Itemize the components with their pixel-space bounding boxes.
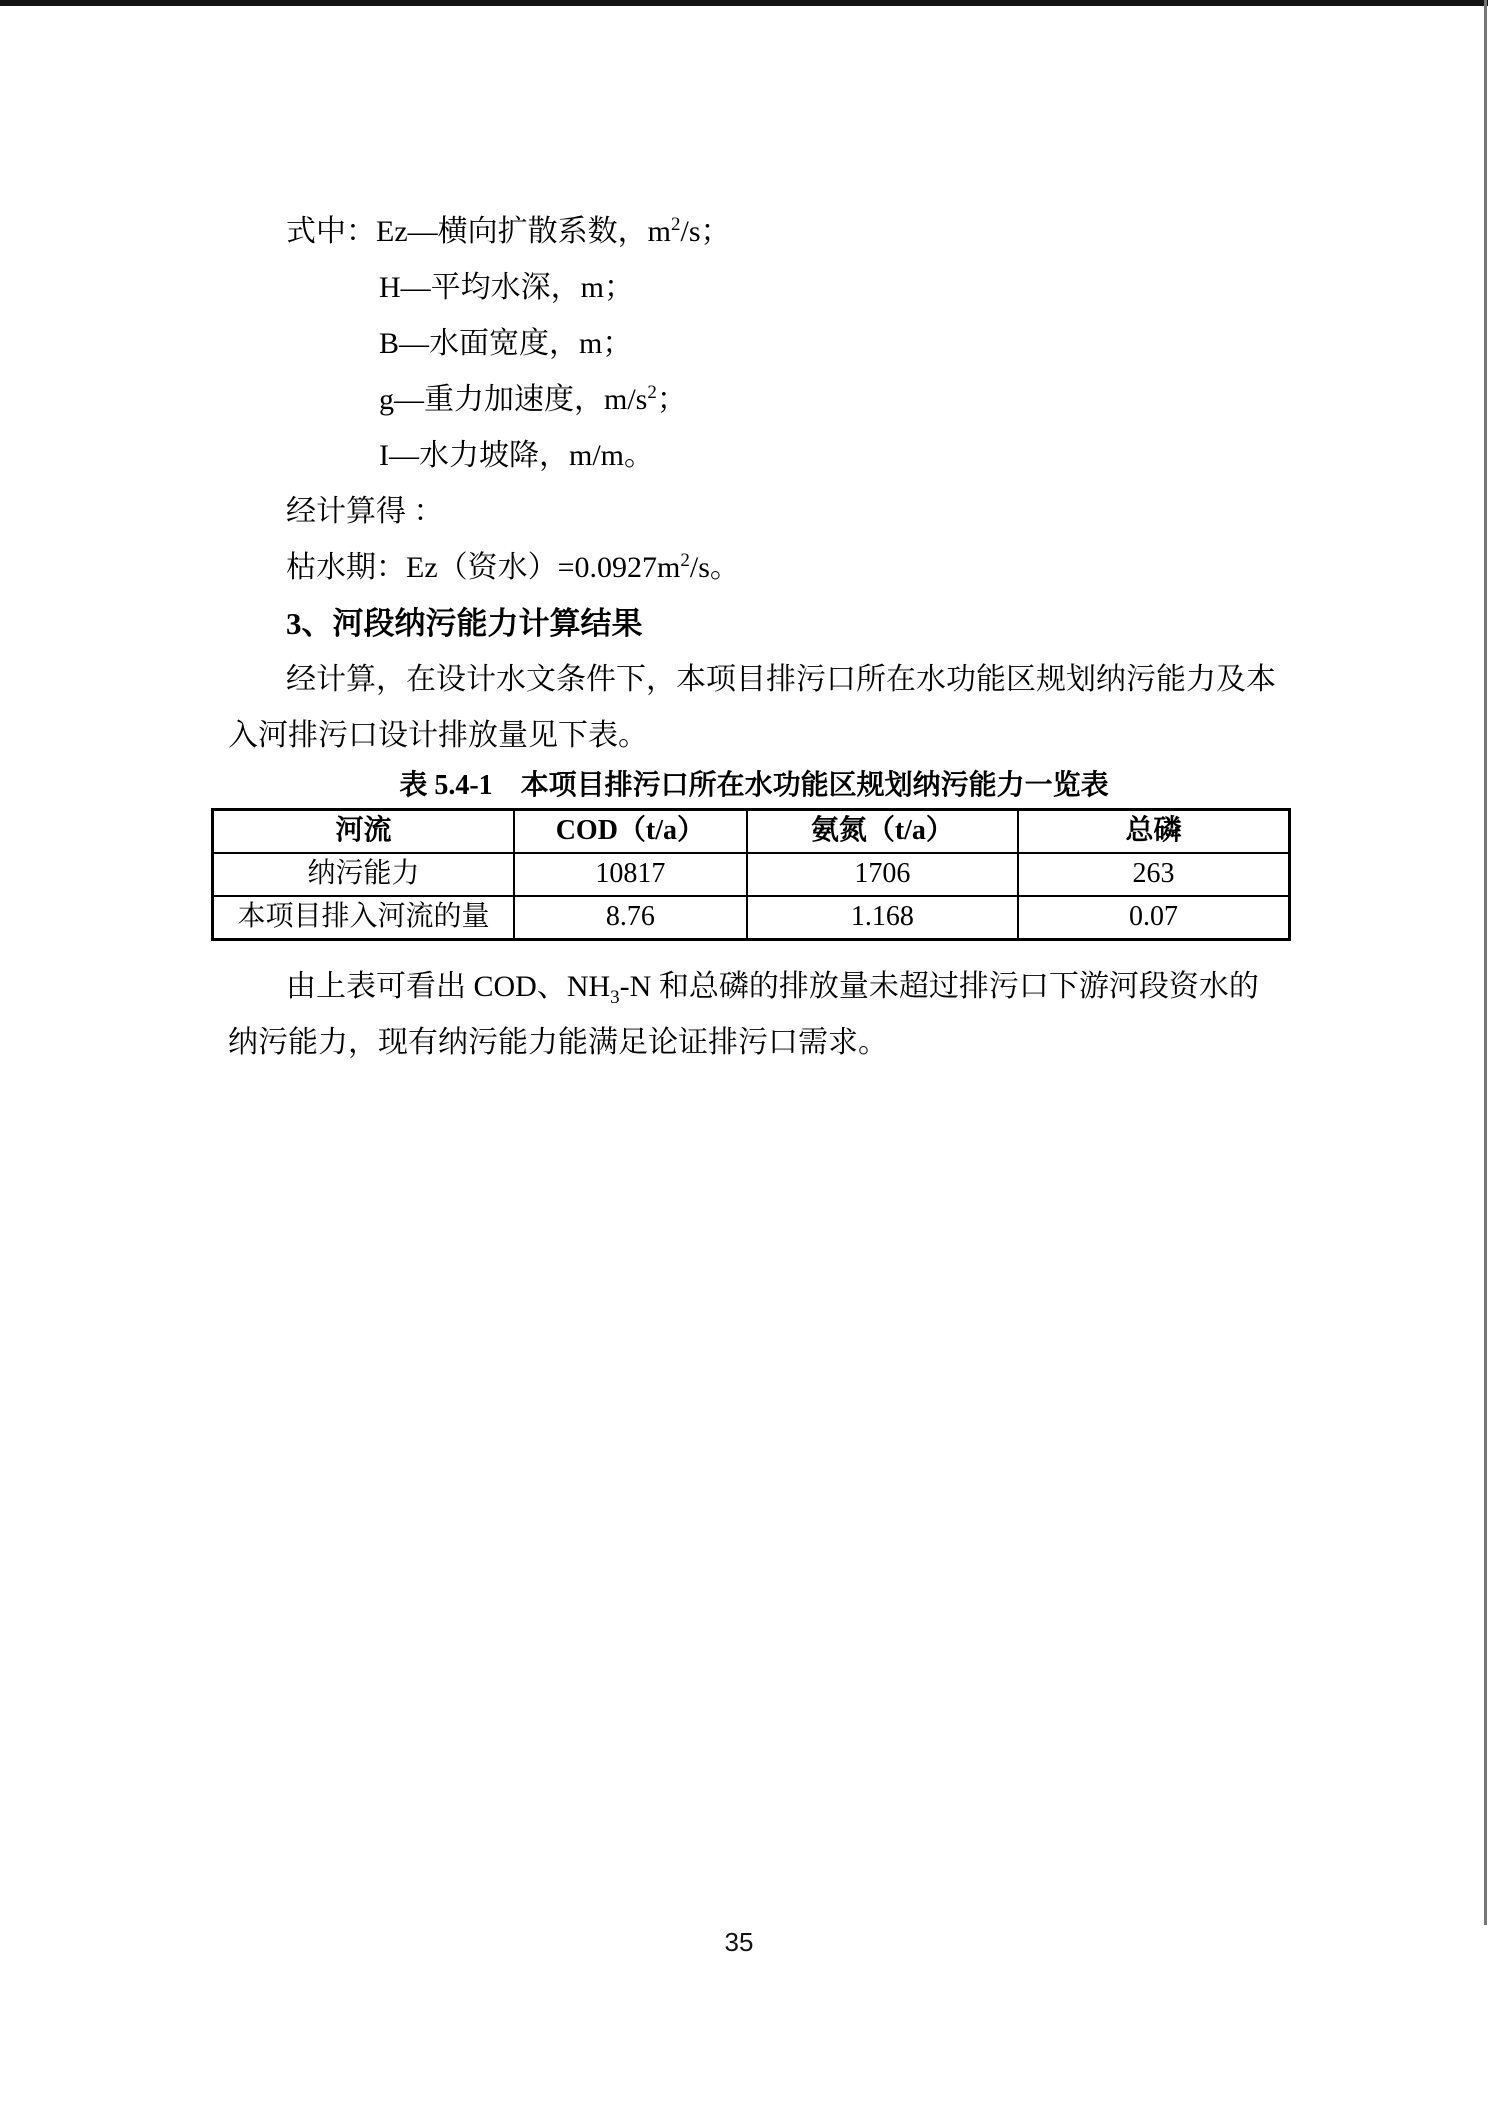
section-heading: 3、河段纳污能力计算结果	[286, 606, 643, 641]
definition-ez-sup: 2	[670, 214, 681, 235]
calc-intro-text: 经计算得 ：	[286, 495, 444, 528]
calc-intro-line	[228, 484, 1280, 540]
definition-line-h	[228, 260, 1280, 316]
table-row	[213, 853, 1290, 896]
row-project-cod: 8.76	[514, 896, 747, 940]
header-river: 河流	[213, 810, 515, 854]
definition-line-g	[228, 372, 1280, 428]
definition-b-text: B—水面宽度，m；	[379, 327, 633, 360]
conclusion-line1	[228, 959, 1280, 1015]
row-capacity-phosphorus: 263	[1018, 853, 1289, 896]
row-project-ammonia: 1.168	[747, 896, 1018, 940]
header-phosphorus: 总磷	[1018, 810, 1289, 854]
table-title	[228, 764, 1280, 808]
definition-g-sup: 2	[647, 382, 657, 403]
row-capacity-cod: 10817	[514, 853, 747, 896]
scan-top-edge	[0, 0, 1488, 6]
definition-line-b	[228, 316, 1280, 372]
conclusion-paragraph	[228, 959, 1280, 1071]
table-row	[213, 896, 1290, 940]
header-cod: COD（t/a）	[514, 810, 747, 854]
definition-i-text: I—水力坡降，m/m。	[379, 439, 654, 472]
page-content	[228, 204, 1280, 1071]
dry-season-sup: 2	[680, 550, 690, 571]
table-title-label: 表 5.4-1	[399, 770, 493, 801]
conclusion-line2: 纳污能力，现有纳污能力能满足论证排污口需求。	[228, 1026, 888, 1059]
table-header-row	[213, 810, 1290, 854]
dry-season-post: /s。	[689, 551, 740, 584]
conclusion-line1-sub: 3	[610, 987, 620, 1008]
conclusion-line1-post: -N 和总磷的排放量未超过排污口下游河段资水的	[619, 970, 1259, 1003]
row-capacity-label: 纳污能力	[213, 853, 515, 896]
section-paragraph-line2: 入河排污口设计排放量见下表。	[228, 719, 648, 752]
definition-g-post: ；	[656, 383, 687, 416]
definition-ez-post: /s；	[680, 215, 731, 248]
definition-line-i	[228, 428, 1280, 484]
definition-g-text: g—重力加速度，m/s	[379, 383, 648, 416]
dry-season-line	[228, 540, 1280, 596]
row-project-label: 本项目排入河流的量	[213, 896, 515, 940]
dry-season-pre: 枯水期：Ez（资水）=0.0927m	[286, 551, 681, 584]
scan-right-edge	[1484, 0, 1487, 1925]
conclusion-line1-pre: 由上表可看出 COD、NH	[286, 970, 611, 1003]
page-number: 35	[724, 1927, 754, 1957]
definition-lead-in: 式中：	[286, 215, 376, 248]
header-ammonia: 氨氮（t/a）	[747, 810, 1018, 854]
table-title-text: 本项目排污口所在水功能区规划纳污能力一览表	[520, 770, 1109, 801]
row-capacity-ammonia: 1706	[747, 853, 1018, 896]
definition-h-text: H—平均水深，m；	[379, 271, 634, 304]
row-project-phosphorus: 0.07	[1018, 896, 1289, 940]
definition-ez-pre: Ez—横向扩散系数，m	[376, 215, 671, 248]
capacity-table	[211, 808, 1291, 941]
section-paragraph-line1: 经计算，在设计水文条件下，本项目排污口所在水功能区规划纳污能力及本	[286, 663, 1276, 696]
definition-lead-line	[228, 204, 1280, 260]
